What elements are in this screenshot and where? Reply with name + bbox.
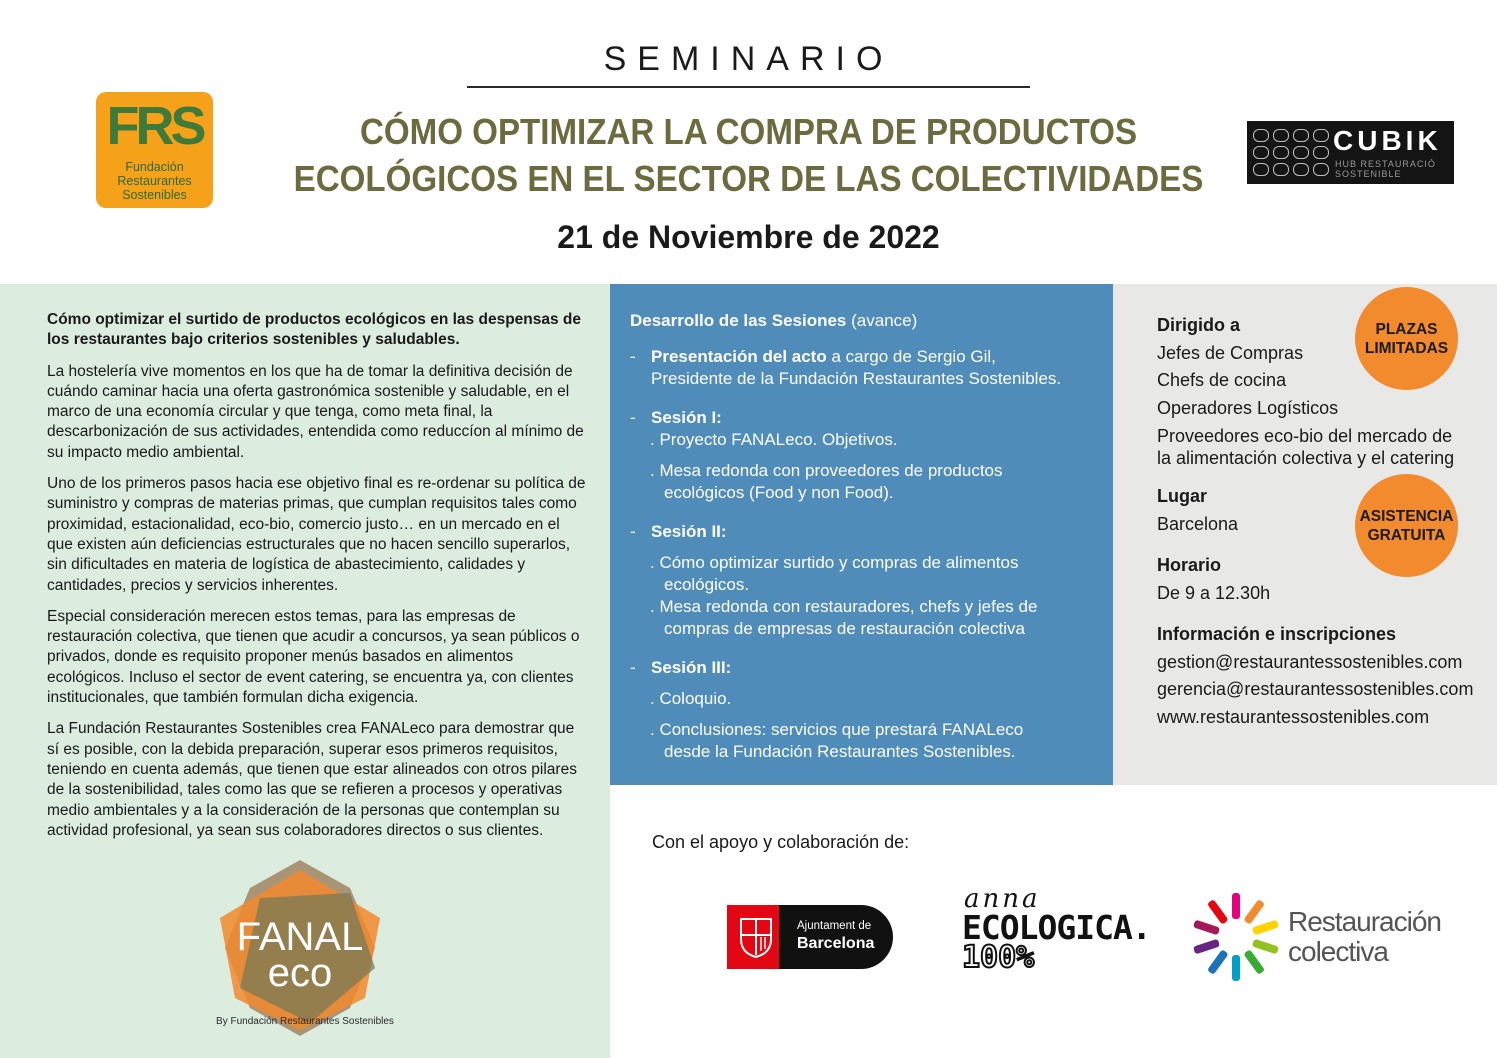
session-2-item-1a: . Cómo optimizar surtido y compras de alimentos — [650, 553, 1019, 572]
presentation-role: Presidente de la Fundación Restaurantes Sostenibles. — [651, 369, 1062, 388]
time-value: De 9 a 12.30h — [1157, 582, 1271, 603]
fanal-eco-logo — [200, 858, 400, 1038]
frs-logo-mark: FRS — [106, 96, 203, 156]
fanal-logo-word: FANAL — [236, 915, 364, 959]
session-3-item-2b: desde la Fundación Restaurantes Sostenibles. — [664, 742, 1016, 761]
barcelona-logo-line-2: Barcelona — [797, 935, 875, 952]
session-1 — [630, 407, 1100, 429]
audience-item: Jefes de Compras — [1157, 342, 1304, 363]
frs-logo — [96, 92, 213, 208]
frs-logo-line-3: Sostenibles — [122, 188, 187, 202]
presentation-item — [630, 346, 1100, 390]
dash-bullet: - — [630, 522, 636, 541]
anna-ecologica-logo — [962, 884, 1151, 983]
seminar-kicker: SEMINARIO — [603, 40, 894, 78]
free-attendance-badge — [1355, 474, 1458, 577]
intro-paragraph-3: Especial consideración merecen estos temas, para las empresas de restauración colectiva, que tienen que acudir a concursos, ya sean públicos o privados, donde es requisito proponer menús basados en alimentos ecológicos. Incluso el sector de event catering, se encuentra ya, con clientes institucionales, que también formulan dicha exigencia. — [47, 607, 580, 707]
cubik-subtitle-line-2: SOSTENIBLE — [1335, 169, 1402, 179]
dash-bullet: - — [630, 347, 636, 366]
event-date: 21 de Noviembre de 2022 — [557, 219, 940, 255]
frs-logo-line-1: Fundación — [125, 160, 184, 174]
intro-paragraph-1: La hostelería vive momentos en los que ha de tomar la definitiva decisión de cuándo caminar hacia una oferta gastronómica sostenible y saludable, en el marco de una economía circular y que tenga, como meta final, la descarbonización de sus actividades, entendida como reduccíon al mínimo de su impacto medio ambiental. — [47, 362, 584, 461]
resto-logo-line-1: Restauración — [1288, 906, 1441, 937]
barcelona-logo-line-1: Ajuntament de — [797, 920, 872, 932]
badge-1-line-2: LIMITADAS — [1364, 339, 1449, 357]
contact-title: Información e inscripciones — [1157, 624, 1397, 644]
contact-email-1[interactable]: gestion@restaurantessostenibles.com — [1157, 651, 1463, 672]
dash-bullet: - — [630, 408, 636, 427]
limited-seats-badge — [1355, 287, 1458, 390]
cubik-wordmark: CUBIK — [1333, 125, 1442, 156]
resto-logo-line-2: colectiva — [1288, 936, 1388, 967]
kicker-underline — [467, 86, 1030, 88]
session-3-item-2a: . Conclusiones: servicios que prestará FANALeco — [650, 720, 1024, 739]
intro-paragraph-4: La Fundación Restaurantes Sostenibles crea FANALeco para demostrar que sí es posible, con la debida preparación, superar esos primeros requisitos, teniendo en cuenta además, que tienen que estar alineados con otros pilares de la sostenibilidad, tales como las que se refieren a procesos y operativas medio ambientales y a la consideración de la personas que contemplan su actividad profesional, ya sean sus colaboradores directos o sus clientes. — [47, 720, 577, 839]
place-value: Barcelona — [1157, 513, 1239, 534]
session-2 — [630, 521, 1100, 543]
program-text — [630, 310, 1100, 763]
barcelona-shield-icon — [737, 915, 775, 959]
contact-website[interactable]: www.restaurantessostenibles.com — [1157, 706, 1430, 727]
frs-logo-line-2: Restaurantes — [117, 174, 192, 188]
audience-suppliers-line-2: la alimentación colectiva y el catering — [1157, 448, 1455, 468]
session-1-item-2a: . Mesa redonda con proveedores de productos — [650, 461, 1003, 480]
session-2-item-1b: ecológicos. — [664, 575, 750, 594]
audience-item: Operadores Logísticos — [1157, 397, 1339, 418]
badge-2-line-2: GRATUITA — [1367, 526, 1446, 544]
session-2-item-2a: . Mesa redonda con restauradores, chefs y jefes de — [650, 597, 1038, 616]
anna-logo-script: anna — [964, 884, 1041, 914]
cutlery-flower-icon — [1190, 890, 1282, 985]
cubik-grid-icon — [1253, 129, 1331, 177]
session-1-title: Sesión I: — [651, 408, 722, 427]
restauracion-colectiva-logo — [1190, 890, 1440, 985]
cubik-subtitle — [1335, 159, 1436, 179]
presentation-title: Presentación del acto — [651, 347, 827, 366]
audience-suppliers-line-1: Proveedores eco-bio del mercado de — [1157, 426, 1453, 446]
title-line-2: ECOLÓGICOS EN EL SECTOR DE LAS COLECTIVIDADES — [293, 158, 1204, 199]
session-3 — [630, 657, 1100, 679]
dash-bullet: - — [630, 658, 636, 677]
contact-email-2[interactable]: gerencia@restaurantessostenibles.com — [1157, 679, 1474, 699]
session-1-item-1: . Proyecto FANALeco. Objetivos. — [650, 430, 898, 449]
fanal-byline: By Fundación Restaurantes Sostenibles — [216, 1016, 394, 1027]
session-1-item-2b: ecológicos (Food y non Food). — [664, 483, 894, 502]
audience-item-suppliers — [1157, 425, 1487, 469]
fanal-logo-eco: eco — [267, 951, 333, 995]
page-title — [271, 108, 1225, 202]
intro-lead: Cómo optimizar el surtido de productos ecológicos en las despensas de los restaurantes bajo criterios sostenibles y saludables. — [47, 311, 582, 349]
session-3-title: Sesión III: — [651, 658, 732, 677]
title-line-1: CÓMO OPTIMIZAR LA COMPRA DE PRODUCTOS — [359, 111, 1138, 152]
anna-logo-word: ECOLOGICA. — [962, 908, 1151, 947]
session-3-item-1: . Coloquio. — [650, 689, 732, 708]
cubik-subtitle-line-1: HUB RESTAURACIÓ — [1335, 159, 1436, 169]
program-heading — [630, 310, 1100, 332]
supporters-title: Con el apoyo y colaboración de: — [652, 832, 910, 852]
intro-paragraph-2: Uno de los primeros pasos hacia ese objetivo final es re-ordenar su política de suministro y compras de materias primas, que cumplan requisitos tales como proximidad, estacionalidad, eco-bio, comercio justo… en un mercado en el que existen aún deficiencias estructurales que no hacen sencillo superarlos, sin dificultades en materia de logística de abastecimiento, calidades y cantidades, precios y servicios inherentes. — [47, 475, 586, 594]
session-2-item-2b: compras de empresas de restauración colectiva — [664, 619, 1025, 638]
badge-2-line-1: ASISTENCIA — [1359, 507, 1454, 525]
ajuntament-barcelona-logo — [727, 905, 893, 969]
audience-item: Chefs de cocina — [1157, 370, 1287, 390]
program-heading-note: (avance) — [851, 311, 918, 330]
badge-1-line-1: PLAZAS — [1375, 320, 1438, 338]
audience-title: Dirigido a — [1157, 315, 1241, 335]
anna-logo-percent: 100% — [962, 940, 1035, 975]
time-title: Horario — [1157, 555, 1222, 575]
place-title: Lugar — [1157, 486, 1208, 506]
cubik-logo — [1247, 121, 1454, 184]
intro-text — [47, 310, 587, 852]
presentation-speaker: a cargo de Sergio Gil, — [826, 347, 996, 366]
session-2-title: Sesión II: — [651, 522, 727, 541]
program-heading-title: Desarrollo de las Sesiones — [630, 311, 847, 330]
